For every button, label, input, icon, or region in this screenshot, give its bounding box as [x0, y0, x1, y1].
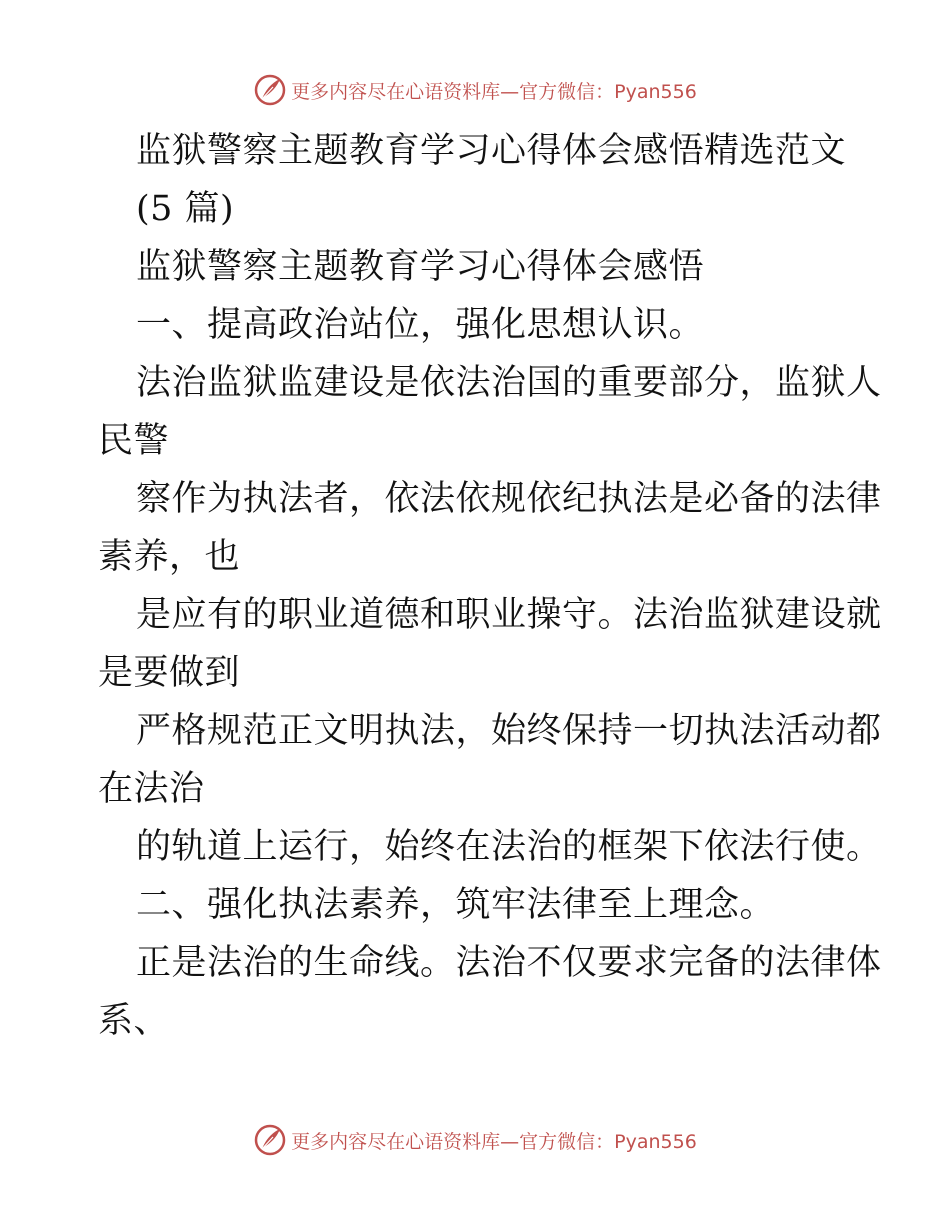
subheading-1: 一、提高政治站位，强化思想认识。: [136, 305, 705, 345]
paragraph-line: 素养，也: [98, 537, 241, 577]
paragraph-line: 是要做到: [98, 653, 241, 693]
paragraph-line: 在法治: [98, 769, 205, 809]
paragraph-line: 法治监狱监建设是依法治国的重要部分，监狱人: [136, 363, 882, 403]
footer-banner-text: 更多内容尽在心语资料库—官方微信：Pyan556: [291, 1130, 697, 1153]
paragraph-line: 系、: [98, 1001, 170, 1041]
document-body: [98, 122, 882, 1050]
paragraph-line: 是应有的职业道德和职业操守。法治监狱建设就: [136, 595, 882, 635]
feather-pen-logo-icon: [253, 1123, 287, 1157]
section-heading: 监狱警察主题教育学习心得体会感悟: [136, 247, 705, 287]
paragraph-line: 察作为执法者，依法依规依纪执法是必备的法律: [136, 479, 882, 519]
paragraph-line: 正是法治的生命线。法治不仅要求完备的法律体: [136, 943, 882, 983]
paragraph-line: 严格规范正文明执法，始终保持一切执法活动都: [136, 711, 882, 751]
feather-pen-logo-icon: [253, 73, 287, 107]
header-banner-text: 更多内容尽在心语资料库—官方微信：Pyan556: [291, 80, 697, 103]
paragraph-line: 的轨道上运行，始终在法治的框架下依法行使。: [136, 827, 882, 867]
footer-banner: [0, 1120, 950, 1160]
document-title-count: (5 篇): [136, 189, 235, 229]
paragraph-line: 民警: [98, 421, 170, 461]
subheading-2: 二、强化执法素养，筑牢法律至上理念。: [136, 885, 776, 925]
document-title: 监狱警察主题教育学习心得体会感悟精选范文: [136, 131, 847, 171]
header-banner: [0, 70, 950, 110]
